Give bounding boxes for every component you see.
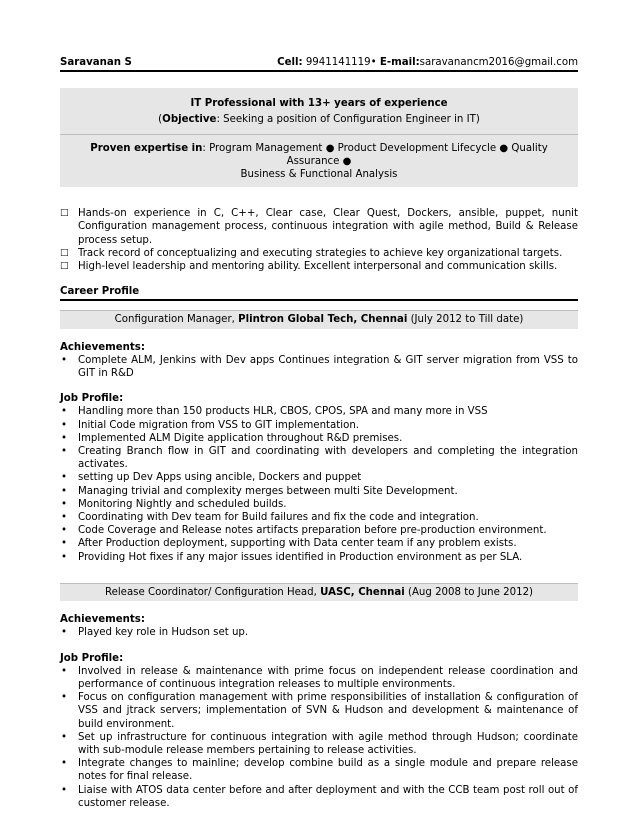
list-item: • Liaise with ATOS data center before and after deployment and with the CCB team post roll out of customer release. <box>61 784 578 809</box>
objective-label: Objective <box>162 114 217 126</box>
list-item: • Implemented ALM Digite application throughout R&D premises. <box>61 432 403 444</box>
bullet-icon: • <box>61 538 68 550</box>
list-item: • Providing Hot fixes if any major issues identified in Production environment as per SLA. <box>61 551 523 563</box>
checkbox-glyph-icon: □ <box>60 208 69 219</box>
summary-box <box>60 88 578 187</box>
job-profile-heading: Job Profile: <box>60 652 124 664</box>
bullet-icon: • <box>61 406 68 418</box>
list-item: • Initial Code migration from VSS to GIT implementation. <box>61 419 360 431</box>
contact-info <box>277 56 578 69</box>
list-item: □ Hands-on experience in C, C++, Clear case, Clear Quest, Dockers, ansible, puppet, nunit Configuration management process, continuous integration with agile method, Build & Release process setup. <box>60 208 578 246</box>
achievements-list <box>60 354 578 380</box>
bullet-icon: • <box>61 419 68 431</box>
bullet-icon: • <box>61 354 68 366</box>
objective-open: ( <box>158 114 163 126</box>
achievements-heading: Achievements: <box>60 614 145 626</box>
experience-headline: IT Professional with 13+ years of experience <box>190 98 448 110</box>
list-item: • Code Coverage and Release notes artifacts preparation before pre-production environment. <box>61 525 547 537</box>
bullet-icon: • <box>61 446 68 458</box>
expertise-item: Quality Assurance <box>286 142 548 167</box>
summary-divider <box>60 134 578 135</box>
job-profile-list <box>60 665 578 810</box>
list-item: • Coordinating with Dev team for Build failures and fix the code and integration. <box>61 512 479 524</box>
list-item: □ High-level leadership and mentoring ability. Excellent interpersonal and communication skills. <box>60 261 558 273</box>
cell-value: 9941141119 <box>305 57 371 68</box>
bullet-icon: • <box>61 692 68 704</box>
checkbox-glyph-icon: □ <box>60 247 69 258</box>
email-value: saravanancm2016@gmail.com <box>419 57 578 68</box>
bullet-icon: • <box>61 551 68 563</box>
bullet-icon: • <box>61 731 68 743</box>
list-item: • Monitoring Nightly and scheduled builds. <box>61 498 287 510</box>
bullet-icon: • <box>61 485 68 497</box>
list-item: • Managing trivial and complexity merges between multi Site Development. <box>61 485 458 497</box>
job-title-bar <box>60 310 578 328</box>
expertise-label: Proven expertise in <box>90 142 203 154</box>
job-title-bar <box>60 583 578 601</box>
objective-line <box>68 113 570 126</box>
job-period: (Aug 2008 to June 2012) <box>407 586 534 598</box>
bullet-icon: • <box>61 512 68 524</box>
cell-label: Cell: <box>277 57 303 68</box>
bullet-icon: • <box>61 784 68 796</box>
separator-bullet: • <box>370 57 377 68</box>
resume-page <box>60 56 578 810</box>
job-role: Configuration Manager, <box>114 314 235 326</box>
expertise-item: Business & Functional Analysis <box>240 169 398 181</box>
bullet-dot-icon: ● <box>499 142 509 154</box>
career-profile-heading: Career Profile <box>60 285 578 301</box>
list-item: • Played key role in Hudson set up. <box>61 627 249 639</box>
checkbox-glyph-icon: □ <box>60 261 69 272</box>
bullet-icon: • <box>61 472 68 484</box>
email-label: E-mail: <box>379 57 420 68</box>
objective-text: : Seeking a position of Configuration Engineer in IT) <box>216 114 480 126</box>
resume-header <box>60 56 578 72</box>
job-company: UASC, Chennai <box>320 586 405 598</box>
list-item: • Creating Branch flow in GIT and coordinating with developers and completing the integration activates. <box>61 446 578 471</box>
bullet-icon: • <box>61 758 68 770</box>
list-item: • Handling more than 150 products HLR, CBOS, CPOS, SPA and many more in VSS <box>61 406 488 418</box>
list-item: • Complete ALM, Jenkins with Dev apps Continues integration & GIT server migration from VSS to GIT in R&D <box>61 354 578 380</box>
bullet-icon: • <box>61 525 68 537</box>
list-item: • Integrate changes to mainline; develop combine build as a single module and prepare release notes for final release. <box>61 758 578 783</box>
bullet-dot-icon: ● <box>342 155 352 167</box>
highlights-list <box>60 207 578 273</box>
job-company: Plintron Global Tech, Chennai <box>238 314 408 326</box>
job-profile-heading: Job Profile: <box>60 393 124 405</box>
bullet-icon: • <box>61 665 68 677</box>
list-item: • Set up infrastructure for continuous integration with agile method through Hudson; coordinate with sub-module release members pertaining to release activities. <box>61 731 578 756</box>
job-profile-list <box>60 405 578 563</box>
expertise-line: Proven expertise in: Program Management ● Product Development Lifecycle ● Quality Assurance ● Business & Functional Analysis <box>90 142 548 181</box>
expertise-item: Product Development Lifecycle <box>337 142 497 154</box>
bullet-dot-icon: ● <box>325 142 335 154</box>
list-item: □ Track record of conceptualizing and executing strategies to achieve key organizational targets. <box>60 247 563 259</box>
list-item: • setting up Dev Apps using ancible, Dockers and puppet <box>61 472 362 484</box>
achievements-heading: Achievements: <box>60 341 145 353</box>
job-role: Release Coordinator/ Configuration Head, <box>104 586 317 598</box>
bullet-icon: • <box>61 498 68 510</box>
spacer <box>60 564 578 574</box>
list-item: • Involved in release & maintenance with prime focus on independent release coordination and performance of continuous integration releases to multiple environments. <box>61 665 578 690</box>
list-item: • After Production deployment, supporting with Data center team if any problem exists. <box>61 538 517 550</box>
candidate-name: Saravanan S <box>60 57 132 68</box>
bullet-icon: • <box>61 432 68 444</box>
list-item: • Focus on configuration management with prime responsibilities of installation & configuration of VSS and jtrack servers; implementation of SVN & Hudson and development & maintenance of build environment. <box>61 692 578 730</box>
job-period: (July 2012 to Till date) <box>410 314 524 326</box>
bullet-icon: • <box>61 627 68 639</box>
achievements-list <box>60 626 578 639</box>
expertise-item: Program Management <box>209 142 323 154</box>
